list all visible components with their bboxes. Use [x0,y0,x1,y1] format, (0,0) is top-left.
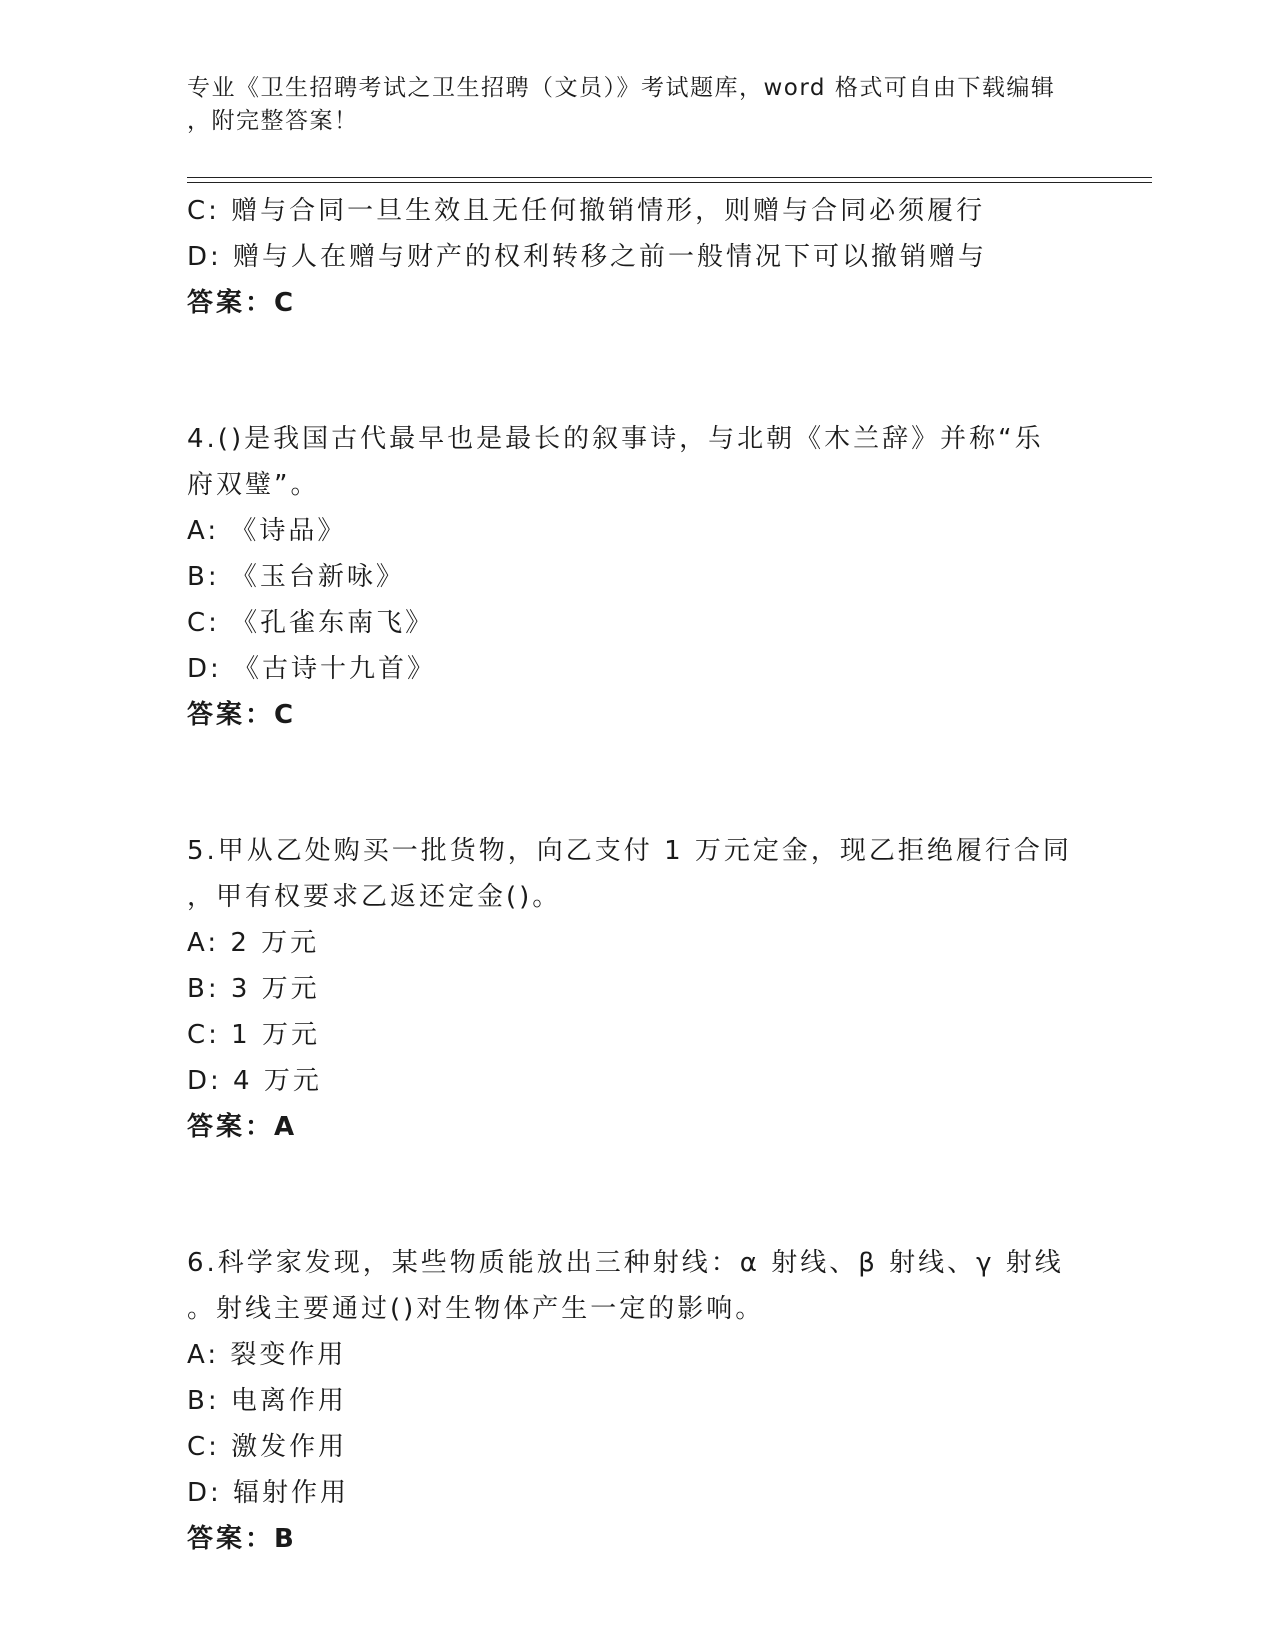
question-text-continued: ，甲有权要求乙返还定金()。 [187,882,562,912]
option-c: C: 1 万元 [187,1020,320,1050]
question-5 [187,828,1087,1150]
option-b: B: 《玉台新咏》 [187,562,405,592]
option-c: C: 激发作用 [187,1432,348,1462]
answer-line: 答案：B [187,1524,297,1554]
question-6 [187,1240,1087,1562]
option-d: D: 辐射作用 [187,1478,350,1508]
option-b: B: 3 万元 [187,974,320,1004]
continued-question [187,188,1087,326]
answer-line: 答案：C [187,288,297,318]
question-text: 4.()是我国古代最早也是最长的叙事诗，与北朝《木兰辞》并称“乐 [187,424,1044,454]
question-text: 6.科学家发现，某些物质能放出三种射线：α 射线、β 射线、γ 射线 [187,1248,1064,1278]
answer-line: 答案：A [187,1112,298,1142]
option-a: A: 裂变作用 [187,1340,347,1370]
option-c: C: 赠与合同一旦生效且无任何撤销情形，则赠与合同必须履行 [187,196,986,226]
option-a: A: 《诗品》 [187,516,347,546]
question-text: 5.甲从乙处购买一批货物，向乙支付 1 万元定金，现乙拒绝履行合同 [187,836,1072,866]
option-b: B: 电离作用 [187,1386,347,1416]
answer-line: 答案：C [187,700,297,730]
header-title-line: 专业《卫生招聘考试之卫生招聘（文员）》考试题库，word 格式可自由下载编辑 [187,75,1056,101]
spacer [187,738,1087,828]
question-text-continued: 。射线主要通过()对生物体产生一定的影响。 [187,1294,765,1324]
question-text-continued: 府双璧”。 [187,470,320,500]
option-c: C: 《孔雀东南飞》 [187,608,435,638]
option-d: D: 4 万元 [187,1066,322,1096]
option-a: A: 2 万元 [187,928,320,958]
option-d: D: 《古诗十九首》 [187,654,437,684]
document-header [187,72,1067,138]
spacer [187,326,1087,416]
question-list [187,188,1087,1562]
spacer [187,1150,1087,1240]
question-4 [187,416,1087,738]
header-divider-bottom [187,182,1152,183]
header-title-line-continued: ，附完整答案！ [187,108,359,134]
header-divider-top [187,177,1152,178]
option-d: D: 赠与人在赠与财产的权利转移之前一般情况下可以撤销赠与 [187,242,988,272]
